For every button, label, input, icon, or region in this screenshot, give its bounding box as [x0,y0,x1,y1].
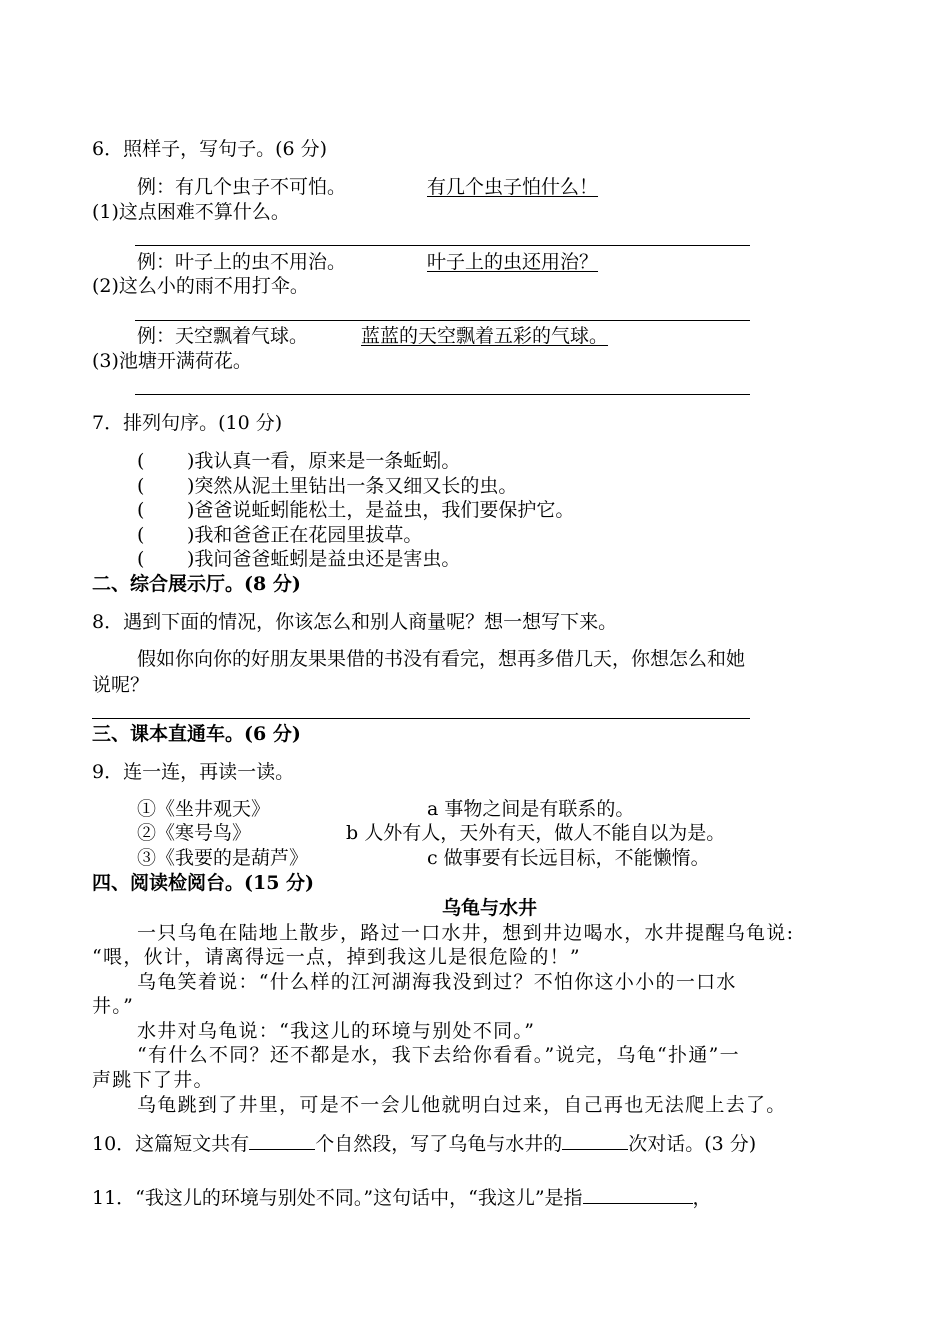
q6-prompt-3: (3)池塘开满荷花。 [92,350,252,372]
q11-blank[interactable] [583,1185,693,1204]
q10-text-b: 个自然段，写了乌龟与水井的 [315,1133,563,1155]
q6-example-3: 例：天空飘着气球。 [137,325,309,347]
q7-sentence-2: )突然从泥土里钻出一条又细又长的虫。 [187,475,518,497]
order-blank-2[interactable]: ( [137,475,145,497]
q6-example-answer-1: 有几个虫子怕什么！ [427,176,599,198]
q6-example-answer-3: 蓝蓝的天空飘着五彩的气球。 [361,325,609,347]
q6-example-answer-2: 叶子上的虫还用治？ [427,251,599,273]
q9-left-item-3[interactable]: ③《我要的是葫芦》 [137,847,309,869]
story-line-3: 乌龟笑着说：“什么样的江河湖海我没到过？不怕你这小小的一口水 [137,971,737,993]
story-line-7: 声跳下了井。 [92,1069,214,1091]
answer-line-2[interactable] [135,320,750,321]
story-title: 乌龟与水井 [442,897,538,919]
order-blank-1[interactable]: ( [137,450,145,472]
order-blank-3[interactable]: ( [137,499,145,521]
q6-prompt-1: (1)这点困难不算什么。 [92,201,290,223]
q7-sentence-3: )爸爸说蚯蚓能松土，是益虫，我们要保护它。 [187,499,575,521]
story-line-8: 乌龟跳到了井里，可是不一会儿他就明白过来，自己再也无法爬上去了。 [137,1094,787,1116]
story-line-6: “有什么不同？还不都是水，我下去给你看看。”说完，乌龟“扑通”一 [137,1044,740,1066]
answer-line-q8[interactable] [92,718,750,719]
order-blank-4[interactable]: ( [137,524,145,546]
q6-prompt-2: (2)这么小的雨不用打伞。 [92,275,309,297]
answer-line-3[interactable] [135,394,750,395]
section3-heading: 三、课本直通车。(6 分) [92,723,301,745]
answer-line-1[interactable] [135,245,750,246]
q11-text-b: ， [692,1187,712,1209]
section4-heading: 四、阅读检阅台。(15 分) [92,872,315,894]
story-line-2: “喂，伙计，请离得远一点，掉到我这儿是很危险的！” [92,946,581,968]
q7-sentence-1: )我认真一看，原来是一条蚯蚓。 [187,450,461,472]
q7-title: 7．排列句序。(10 分) [92,412,283,434]
story-line-4: 井。” [92,995,135,1017]
q9-left-item-2[interactable]: ②《寒号鸟》 [137,822,252,844]
q9-right-item-a[interactable]: a 事物之间是有联系的。 [427,798,635,820]
q8-scenario-line-2: 说呢？ [92,674,150,696]
q10 [92,1131,756,1156]
section2-heading: 二、综合展示厅。(8 分) [92,573,301,595]
q9-right-item-b[interactable]: b 人外有人，天外有天，做人不能自以为是。 [346,822,726,844]
q6-example-1: 例：有几个虫子不可怕。 [137,176,347,198]
q9-title: 9．连一连，再读一读。 [92,761,295,783]
q11 [92,1185,712,1210]
q9-left-item-1[interactable]: ①《坐井观天》 [137,798,271,820]
q6-title: 6．照样子，写句子。(6 分) [92,138,328,160]
order-blank-5[interactable]: ( [137,548,145,570]
q11-text-a: 11．“我这儿的环境与别处不同。”这句话中，“我这儿”是指 [92,1187,583,1209]
q8-title: 8．遇到下面的情况，你该怎么和别人商量呢？想一想写下来。 [92,611,618,633]
story-line-5: 水井对乌龟说：“我这儿的环境与别处不同。” [137,1020,536,1042]
q10-text-a: 10．这篇短文共有 [92,1133,250,1155]
q9-right-item-c[interactable]: c 做事要有长远目标，不能懒惰。 [427,847,710,869]
q8-scenario-line-1: 假如你向你的好朋友果果借的书没有看完，想再多借几天，你想怎么和她 [137,648,746,670]
q10-blank-paragraphs[interactable] [249,1131,315,1150]
q6-example-2: 例：叶子上的虫不用治。 [137,251,347,273]
story-line-1: 一只乌龟在陆地上散步，路过一口水井，想到井边喝水，水井提醒乌龟说: [137,922,795,944]
q7-sentence-4: )我和爸爸正在花园里拔草。 [187,524,423,546]
q7-sentence-5: )我问爸爸蚯蚓是益虫还是害虫。 [187,548,461,570]
q10-text-c: 次对话。(3 分) [628,1133,757,1155]
q10-blank-dialogues[interactable] [562,1131,628,1150]
